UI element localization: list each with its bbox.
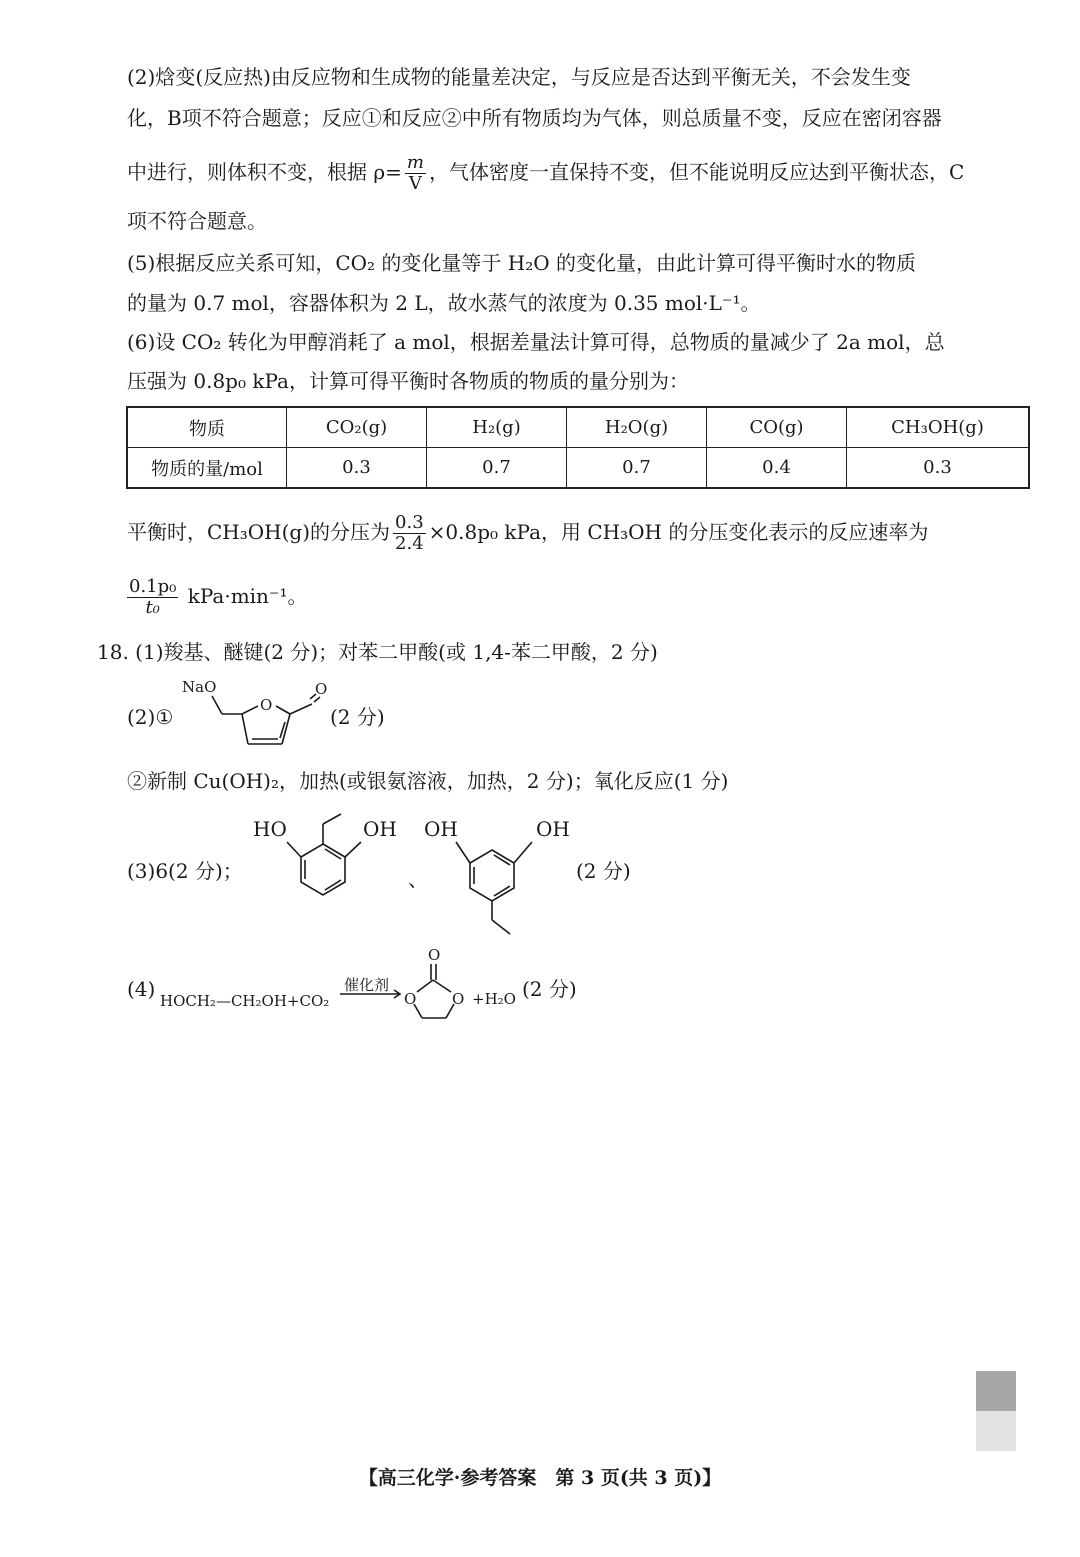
scan-tone-light <box>976 1411 1016 1451</box>
product-water: +H₂O <box>472 990 516 1008</box>
structure-2-oh-right: OH <box>536 817 570 841</box>
p2-line-2: 化，B项不符合题意；反应①和反应②中所有物质均为气体，则总质量不变，反应在密闭容器 <box>127 106 942 130</box>
table-cell: 0.7 <box>427 448 567 489</box>
q18-part-3-separator: 、 <box>408 867 428 891</box>
rate-numerator: 0.1p₀ <box>129 576 177 597</box>
table-cell: 0.3 <box>847 448 1030 489</box>
density-fraction <box>405 153 426 194</box>
p2-line-3-before: 中进行，则体积不变，根据 ρ= <box>127 160 402 184</box>
structure-2-oh-left: OH <box>424 817 458 841</box>
partial-pressure-denominator: 2.4 <box>395 533 424 554</box>
scan-tone-dark <box>976 1371 1016 1411</box>
furan-ring-oxygen: O <box>260 696 273 714</box>
furan-carbonyl-oxygen: O <box>315 680 328 698</box>
furan-aldehyde-structure <box>180 672 350 762</box>
product-carbonyl-oxygen: O <box>428 946 441 964</box>
table-header-row <box>127 407 1029 448</box>
q18-part-2-score: (2 分) <box>330 705 385 729</box>
table-cell: 0.3 <box>287 448 427 489</box>
q18-part-4-reactants: HOCH₂—CH₂OH+CO₂ <box>160 992 330 1010</box>
rate-line <box>127 572 308 620</box>
partial-pressure-fraction <box>393 513 426 554</box>
p6-line-2: 压强为 0.8p₀ kPa，计算可得平衡时各物质的物质的量分别为： <box>127 369 689 393</box>
table-header-cell: CH₃OH(g) <box>847 407 1030 448</box>
structure-1-ho: HO <box>253 817 287 841</box>
table-header-cell: CO(g) <box>707 407 847 448</box>
table-header-cell: H₂O(g) <box>567 407 707 448</box>
table-cell: 0.4 <box>707 448 847 489</box>
furan-nao-label: NaO <box>182 678 217 696</box>
table-header-cell: H₂(g) <box>427 407 567 448</box>
q18-part-1: 18. (1)羧基、醚键(2 分)；对苯二甲酸(或 1,4-苯二甲酸，2 分) <box>97 640 658 664</box>
q18-part-4-score: (2 分) <box>522 977 577 1001</box>
q18-part-4-label: (4) <box>127 977 156 1001</box>
partial-pressure-after: ×0.8p₀ kPa，用 CH₃OH 的分压变化表示的反应速率为 <box>428 520 929 544</box>
p6-line-1: (6)设 CO₂ 转化为甲醇消耗了 a mol，根据差量法计算可得，总物质的量减少了 2a mol，总 <box>127 330 945 354</box>
table-cell: 物质的量/mol <box>127 448 287 489</box>
p5-line-1: (5)根据反应关系可知，CO₂ 的变化量等于 H₂O 的变化量，由此计算可得平衡时水的物质 <box>127 251 916 275</box>
table-header-cell: CO₂(g) <box>287 407 427 448</box>
p2-line-4: 项不符合题意。 <box>127 209 267 233</box>
page-footer: 【高三化学·参考答案 第 3 页(共 3 页)】 <box>358 1467 722 1489</box>
resorcinol-ethyl-structure-2 <box>420 812 590 940</box>
equilibrium-table <box>126 406 1030 489</box>
p2-line-1: (2)焓变(反应热)由反应物和生成物的能量差决定，与反应是否达到平衡无关，不会发生变 <box>127 65 911 89</box>
q18-part-3-label: (3)6(2 分)； <box>127 859 243 883</box>
density-denominator: V <box>408 173 422 194</box>
rate-denominator: t₀ <box>145 597 160 618</box>
structure-1-oh: OH <box>363 817 397 841</box>
table-header-cell: 物质 <box>127 407 287 448</box>
table-cell: 0.7 <box>567 448 707 489</box>
partial-pressure-numerator: 0.3 <box>395 512 424 533</box>
partial-pressure-before: 平衡时，CH₃OH(g)的分压为 <box>127 520 391 544</box>
p5-line-2: 的量为 0.7 mol，容器体积为 2 L，故水蒸气的浓度为 0.35 mol·L⁻¹。 <box>127 291 761 315</box>
rate-unit: kPa·min⁻¹。 <box>187 584 308 608</box>
q18-part-2-line-2: ②新制 Cu(OH)₂，加热(或银氨溶液，加热，2 分)；氧化反应(1 分) <box>127 769 729 793</box>
product-ring-oxygen-left: O <box>404 990 417 1008</box>
partial-pressure-line <box>127 510 928 554</box>
resorcinol-ethyl-structure-1 <box>245 812 415 900</box>
rate-fraction <box>127 577 178 618</box>
q18-part-2-label: (2)① <box>127 705 174 729</box>
density-numerator: m <box>406 152 424 173</box>
p2-line-3-after: ，气体密度一直保持不变，但不能说明反应达到平衡状态，C <box>428 160 965 184</box>
q18-part-3-score: (2 分) <box>576 859 631 883</box>
reaction-catalyst: 催化剂 <box>344 976 390 994</box>
product-ring-oxygen-right: O <box>452 990 465 1008</box>
table-row <box>127 448 1029 489</box>
p2-line-3 <box>127 152 964 194</box>
